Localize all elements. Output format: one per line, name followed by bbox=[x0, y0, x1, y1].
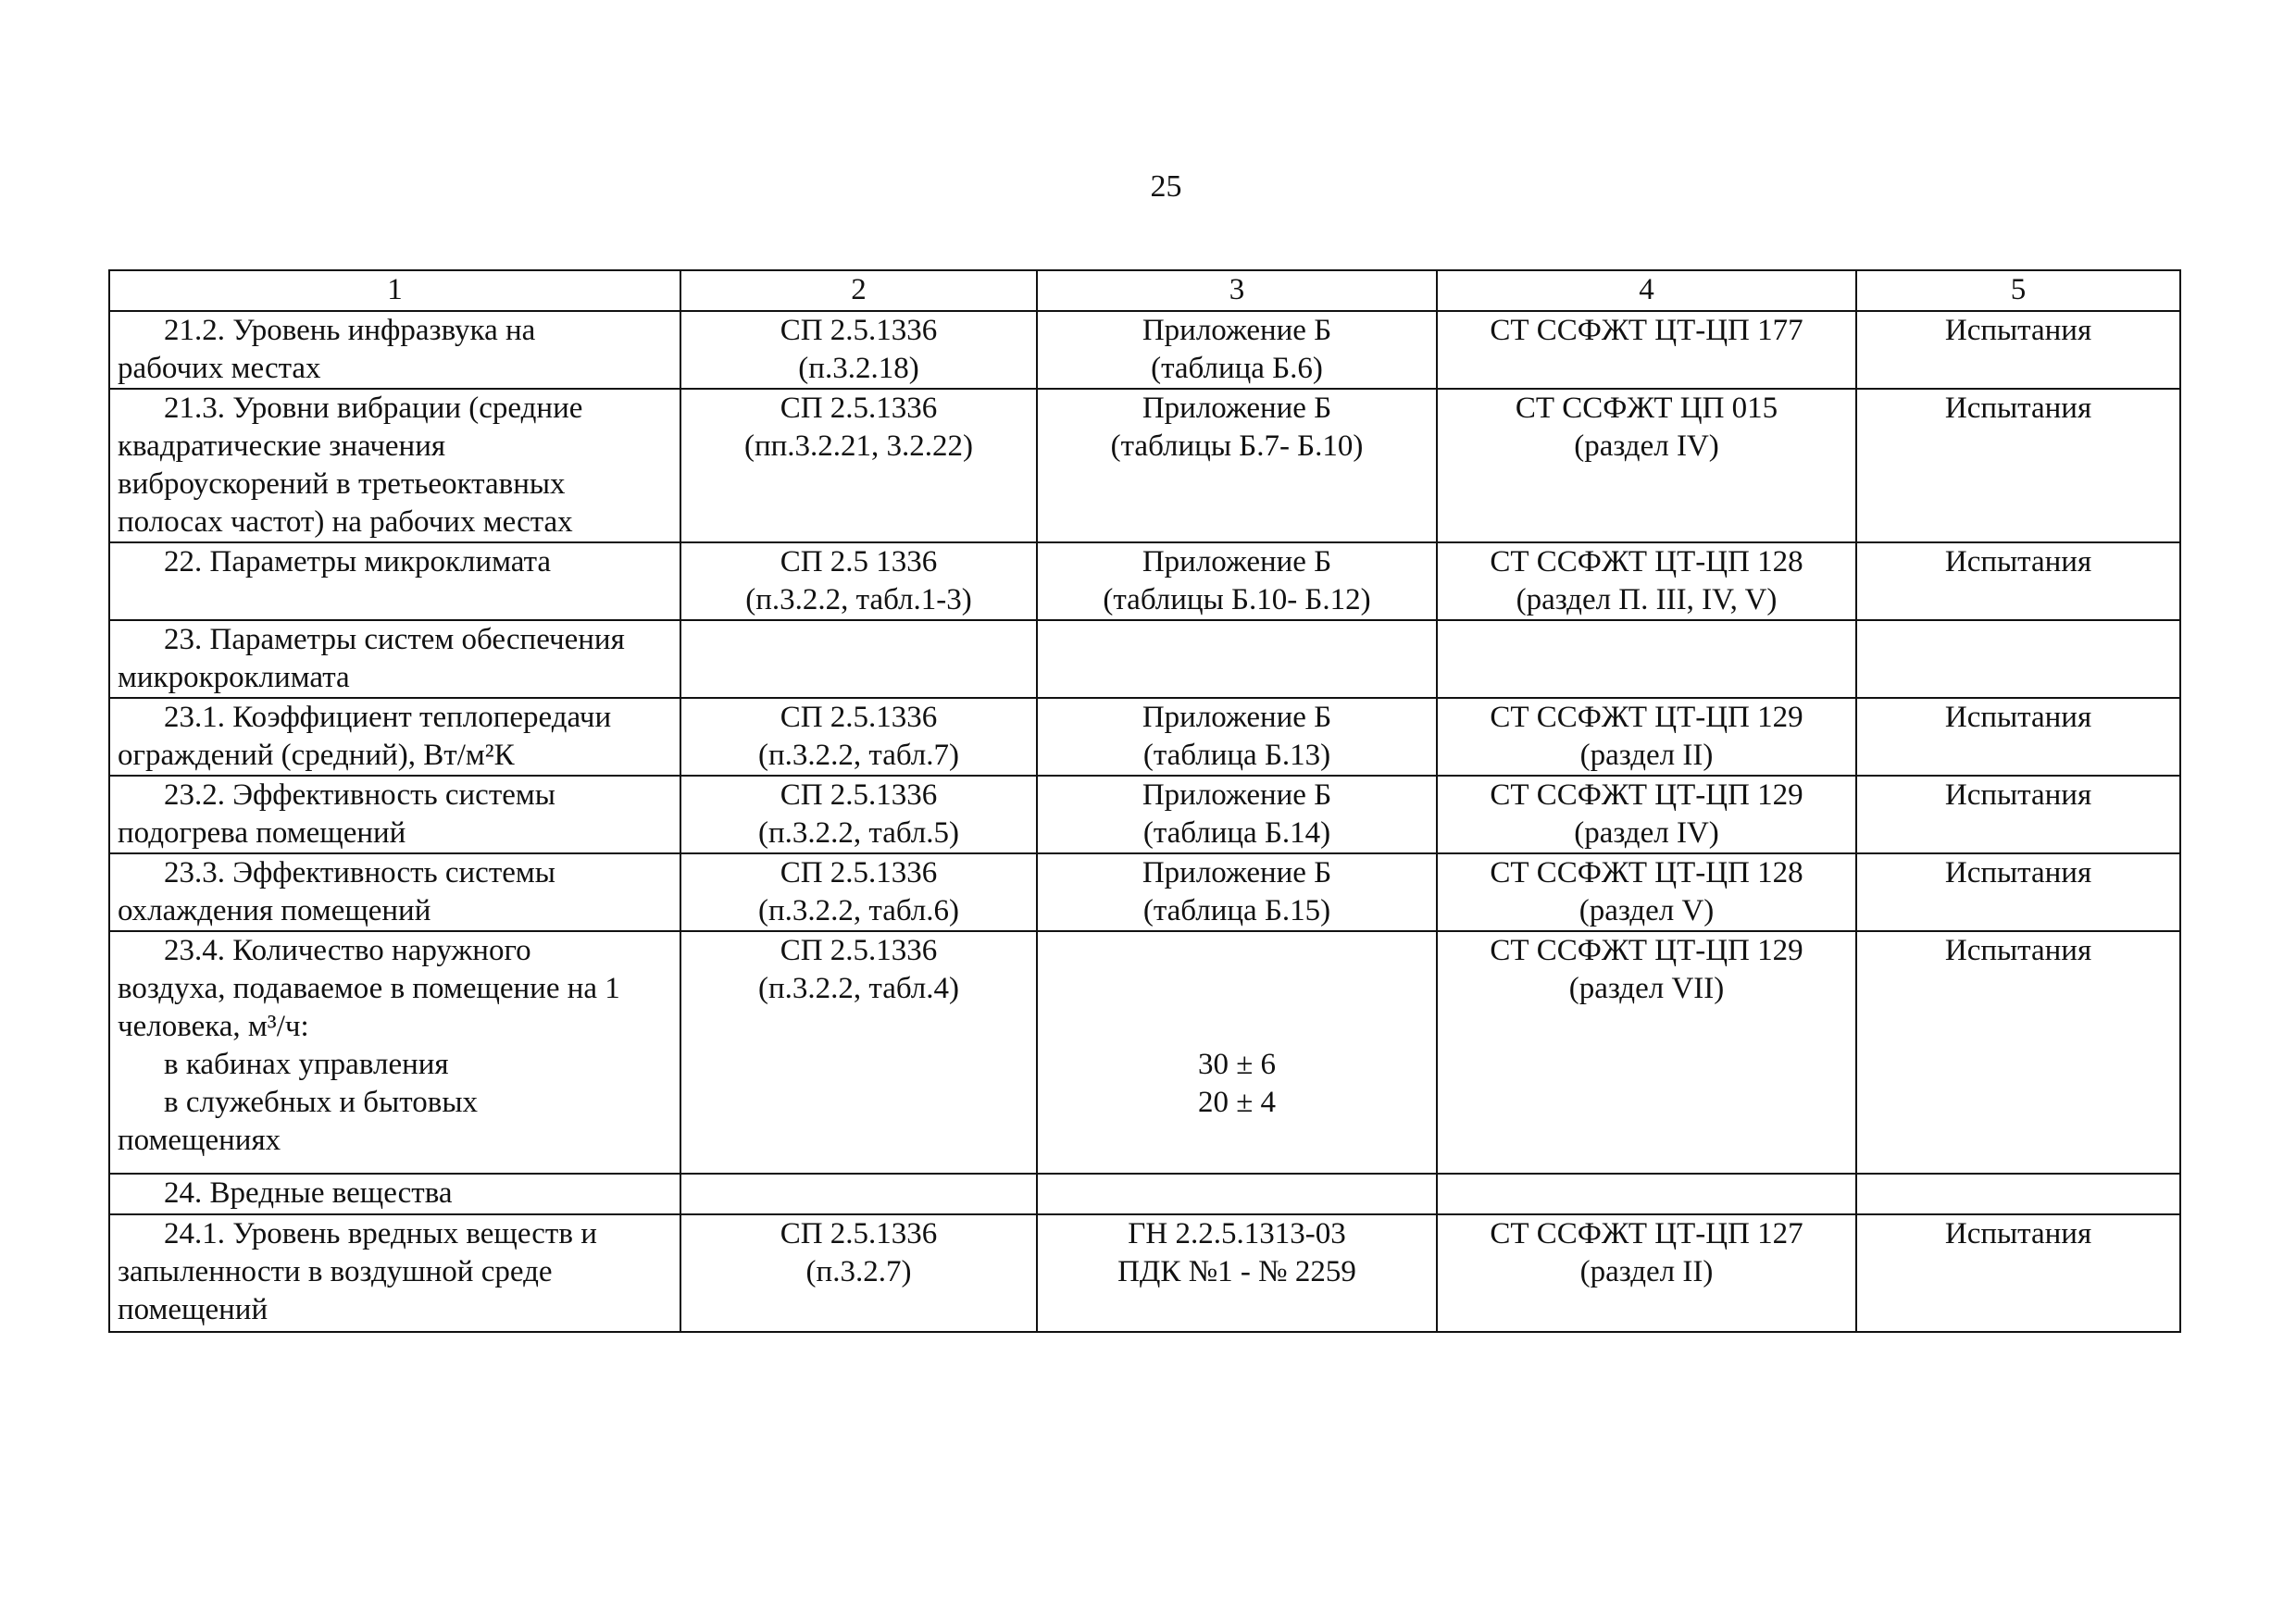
cell-col-3 bbox=[1037, 1214, 1437, 1332]
cell-line: Приложение Б bbox=[1142, 392, 1332, 425]
cell-col-2 bbox=[680, 1214, 1037, 1332]
cell-col-1 bbox=[109, 698, 680, 776]
cell-line: 30 ± 6 bbox=[1197, 1048, 1277, 1081]
table-row bbox=[109, 620, 2180, 698]
cell-line: 23.1. Коэффициент теплопередачи bbox=[164, 701, 612, 734]
cell-col-5 bbox=[1856, 931, 2180, 1174]
cell-line: (раздел П. III, IV, V) bbox=[1516, 583, 1778, 616]
header-col-1: 1 bbox=[109, 270, 680, 311]
cell-line: охлаждения помещений bbox=[118, 894, 431, 927]
cell-line: Испытания bbox=[1944, 1217, 2092, 1250]
cell-line: ограждений (средний), Вт/м²К bbox=[118, 739, 515, 772]
cell-col-3 bbox=[1037, 311, 1437, 389]
cell-col-4 bbox=[1437, 542, 1856, 620]
cell-line: СТ ССФЖТ ЦТ-ЦП 177 bbox=[1490, 314, 1803, 347]
cell-col-5 bbox=[1856, 620, 2180, 698]
cell-line: помещений bbox=[118, 1293, 268, 1326]
cell-line: (раздел II) bbox=[1579, 739, 1714, 772]
header-col-2: 2 bbox=[680, 270, 1037, 311]
cell-line: Приложение Б bbox=[1142, 701, 1332, 734]
cell-col-5 bbox=[1856, 698, 2180, 776]
cell-line: Приложение Б bbox=[1142, 778, 1332, 812]
cell-col-3 bbox=[1037, 620, 1437, 698]
header-col-3: 3 bbox=[1037, 270, 1437, 311]
cell-line: человека, м³/ч: bbox=[118, 1010, 309, 1043]
cell-line: (таблица Б.6) bbox=[1151, 352, 1323, 385]
cell-line: 21.3. Уровни вибрации (средние bbox=[164, 392, 583, 425]
cell-col-1 bbox=[109, 620, 680, 698]
table-row bbox=[109, 311, 2180, 389]
cell-line: Испытания bbox=[1944, 934, 2092, 967]
cell-line: воздуха, подаваемое в помещение на 1 bbox=[118, 972, 620, 1005]
cell-col-4 bbox=[1437, 776, 1856, 853]
cell-col-3 bbox=[1037, 1174, 1437, 1214]
cell-line: СТ ССФЖТ ЦТ-ЦП 127 bbox=[1490, 1217, 1803, 1250]
cell-line: 22. Параметры микроклимата bbox=[164, 545, 552, 578]
table-row bbox=[109, 1214, 2180, 1332]
cell-line: СП 2.5 1336 bbox=[780, 545, 938, 578]
cell-line: (п.3.2.18) bbox=[798, 352, 919, 385]
cell-col-5 bbox=[1856, 542, 2180, 620]
cell-col-3 bbox=[1037, 931, 1437, 1174]
cell-line: (раздел II) bbox=[1579, 1255, 1714, 1288]
table-header-row bbox=[109, 270, 2180, 311]
cell-col-3 bbox=[1037, 776, 1437, 853]
cell-line: (п.3.2.2, табл.4) bbox=[757, 972, 960, 1005]
cell-line: Приложение Б bbox=[1142, 545, 1332, 578]
cell-line bbox=[1045, 1008, 1429, 1046]
cell-col-4 bbox=[1437, 620, 1856, 698]
cell-line: Испытания bbox=[1944, 314, 2092, 347]
cell-col-4 bbox=[1437, 389, 1856, 542]
cell-line: рабочих местах bbox=[118, 352, 321, 385]
cell-line bbox=[1045, 970, 1429, 1008]
cell-line: в служебных и бытовых bbox=[164, 1086, 479, 1119]
cell-line: (таблица Б.13) bbox=[1142, 739, 1331, 772]
cell-col-3 bbox=[1037, 542, 1437, 620]
cell-col-3 bbox=[1037, 698, 1437, 776]
cell-line: 24. Вредные вещества bbox=[164, 1176, 453, 1210]
cell-line: СП 2.5.1336 bbox=[780, 701, 938, 734]
cell-line: (раздел VII) bbox=[1568, 972, 1725, 1005]
cell-line bbox=[1045, 932, 1429, 970]
cell-line: подогрева помещений bbox=[118, 816, 406, 850]
cell-col-2 bbox=[680, 1174, 1037, 1214]
cell-line: СТ ССФЖТ ЦТ-ЦП 128 bbox=[1490, 856, 1803, 889]
cell-line: СТ ССФЖТ ЦТ-ЦП 129 bbox=[1490, 701, 1803, 734]
cell-line: помещениях bbox=[118, 1124, 281, 1157]
cell-line: ПДК №1 - № 2259 bbox=[1117, 1255, 1356, 1288]
header-col-4: 4 bbox=[1437, 270, 1856, 311]
cell-line: 23.4. Количество наружного bbox=[164, 934, 531, 967]
cell-line: Приложение Б bbox=[1142, 856, 1332, 889]
cell-col-3 bbox=[1037, 853, 1437, 931]
cell-line: (таблицы Б.10- Б.12) bbox=[1103, 583, 1371, 616]
cell-line: (п.3.2.2, табл.7) bbox=[757, 739, 960, 772]
cell-col-4 bbox=[1437, 931, 1856, 1174]
cell-line: (раздел IV) bbox=[1574, 429, 1719, 463]
cell-line: СТ ССФЖТ ЦТ-ЦП 129 bbox=[1490, 778, 1803, 812]
cell-col-2 bbox=[680, 698, 1037, 776]
cell-line: запыленности в воздушной среде bbox=[118, 1255, 553, 1288]
cell-col-5 bbox=[1856, 853, 2180, 931]
cell-line: 24.1. Уровень вредных веществ и bbox=[164, 1217, 597, 1250]
cell-line: Испытания bbox=[1944, 545, 2092, 578]
table-row bbox=[109, 776, 2180, 853]
cell-col-4 bbox=[1437, 698, 1856, 776]
cell-line: СП 2.5.1336 bbox=[780, 392, 938, 425]
cell-line: 23.3. Эффективность системы bbox=[164, 856, 555, 889]
cell-col-4 bbox=[1437, 1174, 1856, 1214]
cell-col-4 bbox=[1437, 1214, 1856, 1332]
cell-col-5 bbox=[1856, 311, 2180, 389]
cell-col-1 bbox=[109, 776, 680, 853]
cell-col-2 bbox=[680, 853, 1037, 931]
cell-line: (раздел V) bbox=[1578, 894, 1715, 927]
table-row bbox=[109, 931, 2180, 1174]
cell-line: в кабинах управления bbox=[164, 1048, 449, 1081]
cell-line: квадратические значения bbox=[118, 429, 446, 463]
cell-col-1 bbox=[109, 311, 680, 389]
cell-line: Испытания bbox=[1944, 778, 2092, 812]
table-row bbox=[109, 1174, 2180, 1214]
cell-line: (таблицы Б.7- Б.10) bbox=[1110, 429, 1364, 463]
header-col-5: 5 bbox=[1856, 270, 2180, 311]
cell-line: (п.3.2.7) bbox=[805, 1255, 912, 1288]
cell-line: (п.3.2.2, табл.6) bbox=[757, 894, 960, 927]
table-row bbox=[109, 698, 2180, 776]
cell-col-1 bbox=[109, 1174, 680, 1214]
cell-line: ГН 2.2.5.1313-03 bbox=[1128, 1217, 1346, 1250]
cell-col-1 bbox=[109, 931, 680, 1174]
cell-col-5 bbox=[1856, 1174, 2180, 1214]
cell-line: СП 2.5.1336 bbox=[780, 314, 938, 347]
cell-col-1 bbox=[109, 542, 680, 620]
cell-line: СП 2.5.1336 bbox=[780, 934, 938, 967]
cell-line: 21.2. Уровень инфразвука на bbox=[164, 314, 536, 347]
cell-line: СП 2.5.1336 bbox=[780, 1217, 938, 1250]
table-row bbox=[109, 853, 2180, 931]
cell-line: виброускорений в третьеоктавных bbox=[118, 467, 566, 501]
cell-col-2 bbox=[680, 542, 1037, 620]
table-body bbox=[109, 311, 2180, 1332]
cell-line: 23. Параметры систем обеспечения bbox=[164, 623, 625, 656]
cell-col-4 bbox=[1437, 853, 1856, 931]
cell-line: СТ ССФЖТ ЦТ-ЦП 128 bbox=[1490, 545, 1803, 578]
cell-line: (раздел IV) bbox=[1574, 816, 1719, 850]
cell-col-1 bbox=[109, 389, 680, 542]
cell-line: (таблица Б.15) bbox=[1142, 894, 1331, 927]
cell-col-2 bbox=[680, 311, 1037, 389]
cell-line: Испытания bbox=[1944, 856, 2092, 889]
cell-line: полосах частот) на рабочих местах bbox=[118, 505, 573, 539]
cell-col-4 bbox=[1437, 311, 1856, 389]
cell-line: Приложение Б bbox=[1142, 314, 1332, 347]
cell-col-2 bbox=[680, 620, 1037, 698]
cell-col-5 bbox=[1856, 1214, 2180, 1332]
cell-col-5 bbox=[1856, 776, 2180, 853]
requirements-table bbox=[108, 269, 2181, 1333]
cell-line: Испытания bbox=[1944, 701, 2092, 734]
cell-line: 20 ± 4 bbox=[1197, 1086, 1277, 1119]
cell-line: (п.3.2.2, табл.5) bbox=[757, 816, 960, 850]
cell-line: (пп.3.2.21, 3.2.22) bbox=[743, 429, 974, 463]
cell-col-1 bbox=[109, 1214, 680, 1332]
table-row bbox=[109, 389, 2180, 542]
page-number: 25 bbox=[1150, 169, 1182, 204]
cell-line: СТ ССФЖТ ЦТ-ЦП 129 bbox=[1490, 934, 1803, 967]
cell-line: (таблица Б.14) bbox=[1142, 816, 1331, 850]
cell-line: микрокроклимата bbox=[118, 661, 350, 694]
cell-line: Испытания bbox=[1944, 392, 2092, 425]
cell-col-2 bbox=[680, 776, 1037, 853]
cell-line: 23.2. Эффективность системы bbox=[164, 778, 555, 812]
cell-col-2 bbox=[680, 389, 1037, 542]
cell-col-3 bbox=[1037, 389, 1437, 542]
cell-line: СП 2.5.1336 bbox=[780, 778, 938, 812]
table-row bbox=[109, 542, 2180, 620]
cell-col-2 bbox=[680, 931, 1037, 1174]
cell-col-1 bbox=[109, 853, 680, 931]
cell-line: СТ ССФЖТ ЦП 015 bbox=[1515, 392, 1778, 425]
cell-col-5 bbox=[1856, 389, 2180, 542]
cell-line: СП 2.5.1336 bbox=[780, 856, 938, 889]
cell-line: (п.3.2.2, табл.1-3) bbox=[745, 583, 972, 616]
